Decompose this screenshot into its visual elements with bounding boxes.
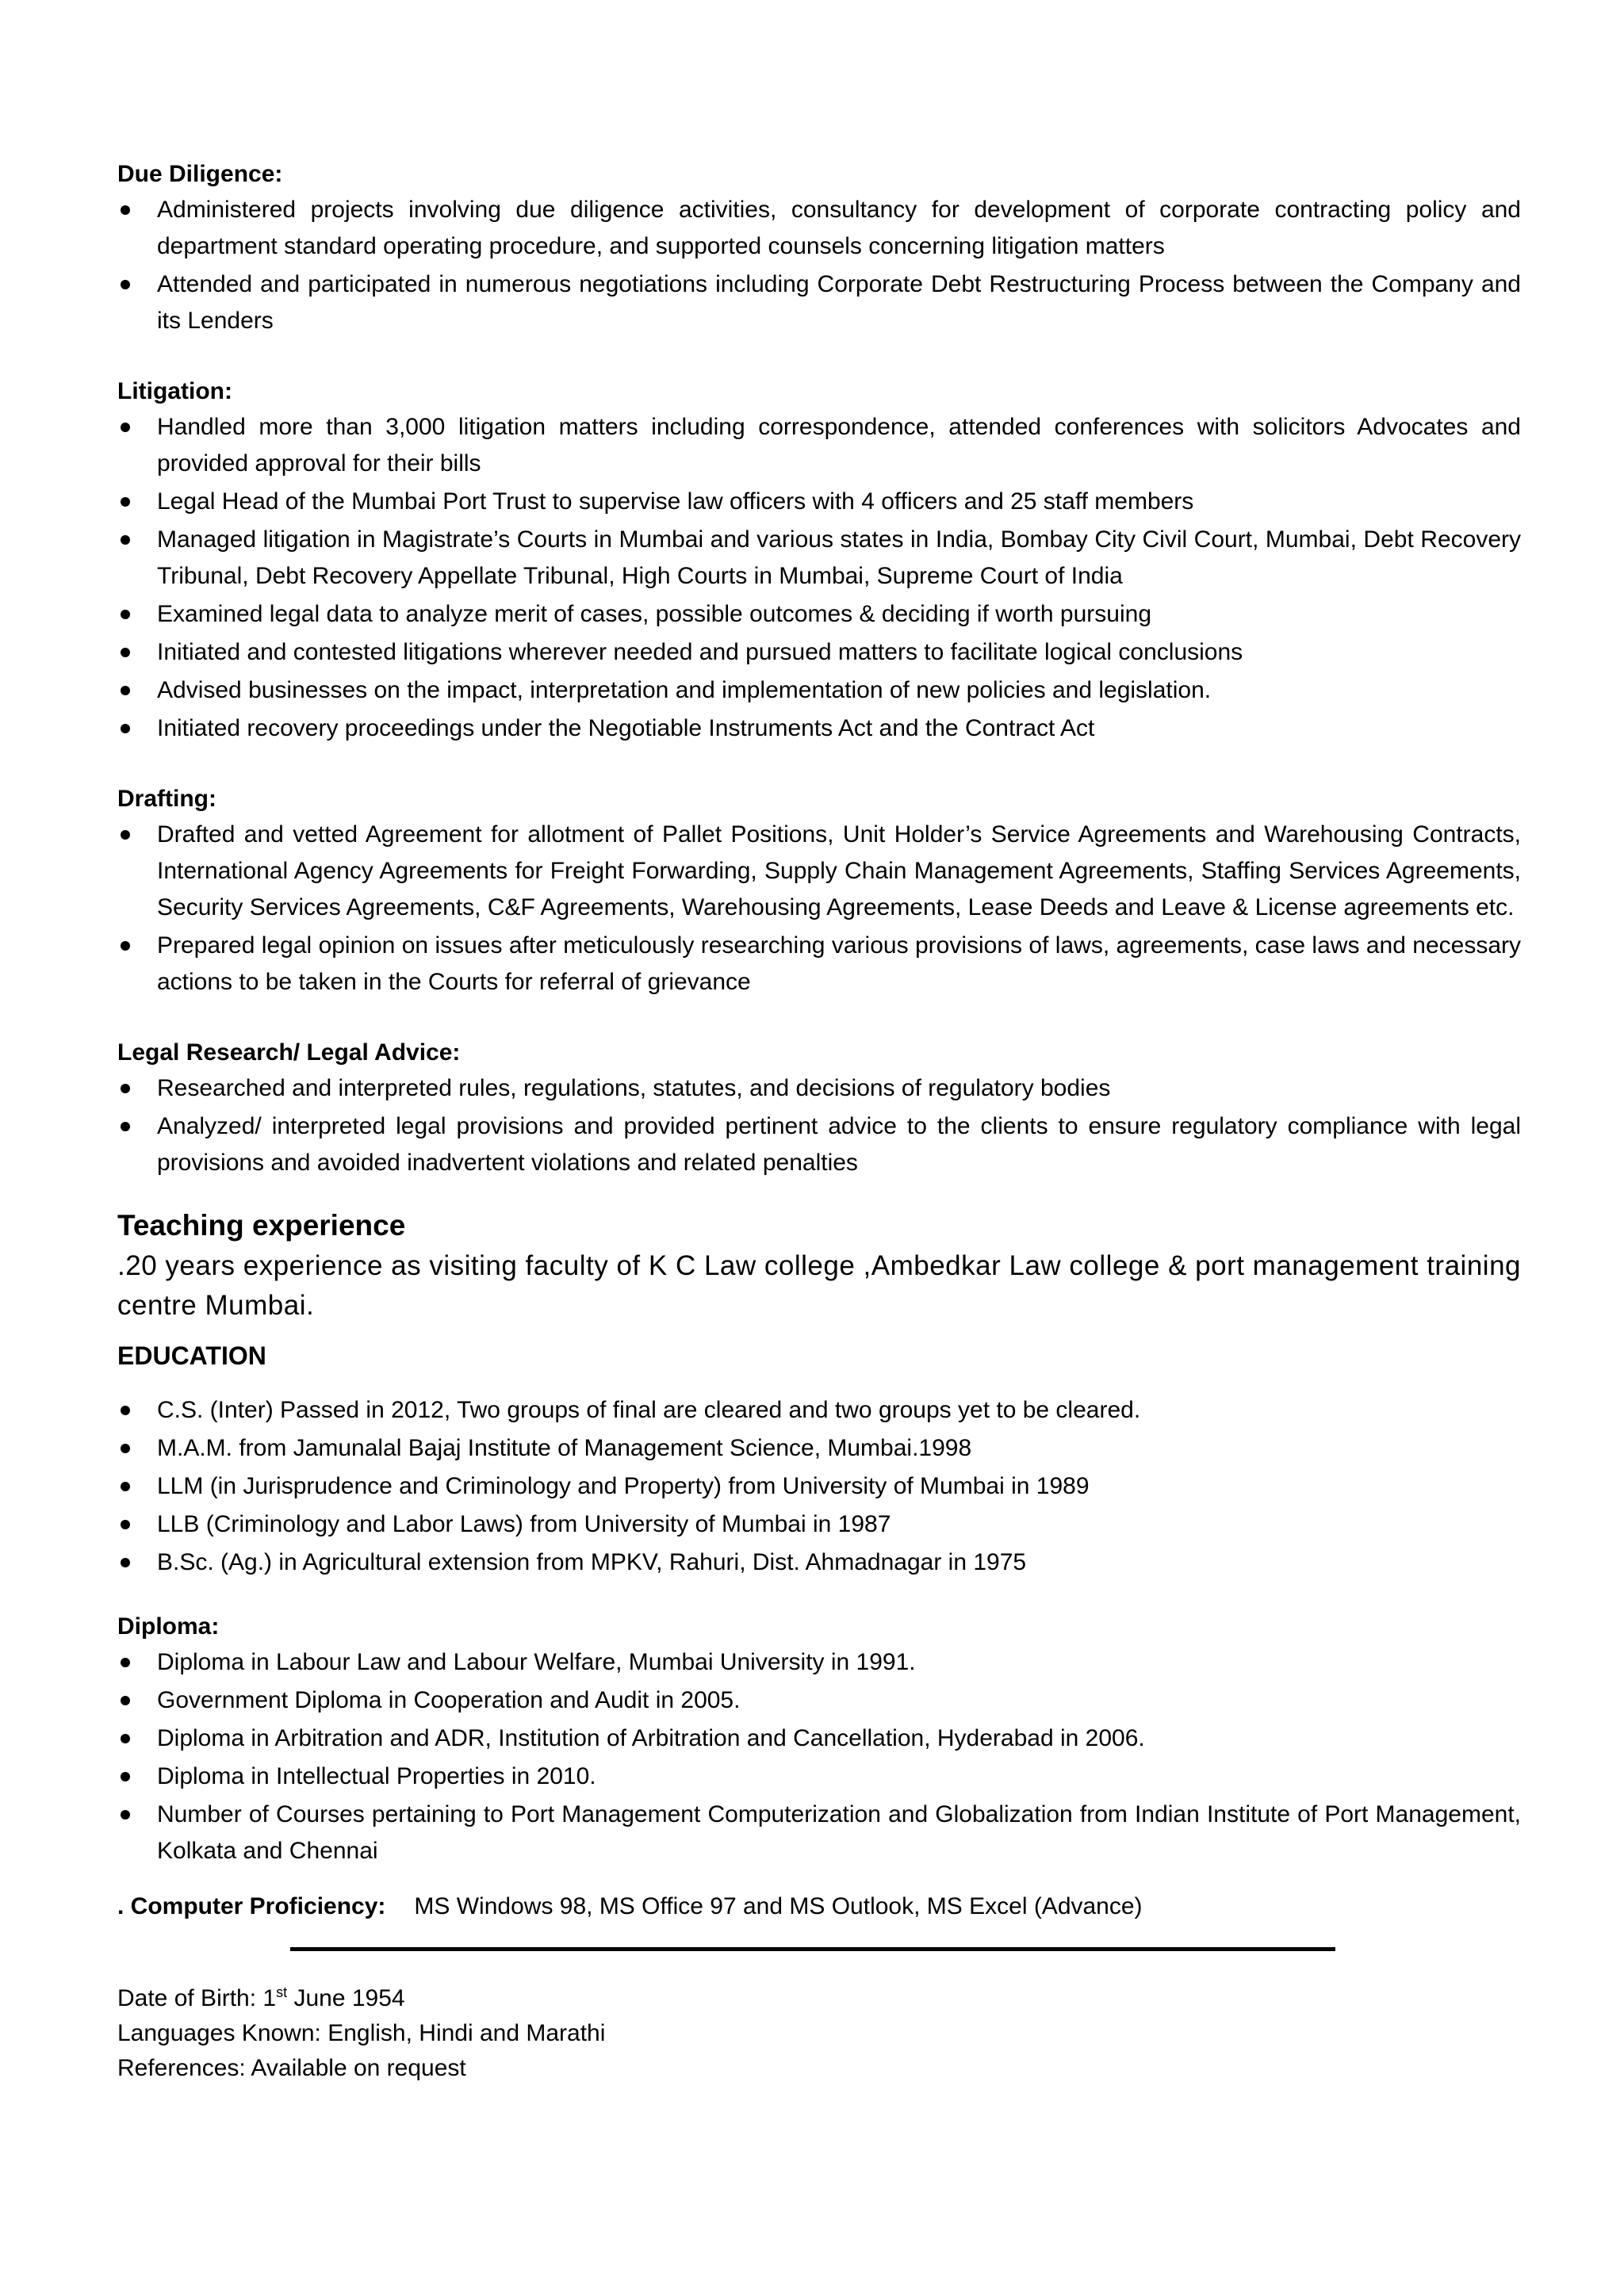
list-item: Drafted and vetted Agreement for allotment of Pallet Positions, Unit Holder’s Service Agreements and Warehousing Contracts, International Agency Agreements for Freight Forwarding, Supply Chain Management Agreements, Staffing Services Agreements, Security Services Agreements, C&F Agreements, Warehousing Agreements, Lease Deeds and Leave & License agreements etc. xyxy=(117,817,1521,926)
list-item: Initiated recovery proceedings under the Negotiable Instruments Act and the Contract Act xyxy=(117,710,1521,747)
list-item: M.A.M. from Jamunalal Bajaj Institute of Management Science, Mumbai.1998 xyxy=(117,1430,1521,1467)
section-heading: Legal Research/ Legal Advice: xyxy=(117,1039,461,1066)
list-item: Diploma in Intellectual Properties in 2010. xyxy=(117,1758,1521,1795)
list-item: C.S. (Inter) Passed in 2012, Two groups of final are cleared and two groups yet to be cleared. xyxy=(117,1392,1521,1429)
due-diligence-section xyxy=(117,157,1521,339)
drafting-section xyxy=(117,782,1521,1001)
date-of-birth xyxy=(117,1981,1521,2016)
section-heading: EDUCATION xyxy=(117,1341,266,1370)
bullet-list xyxy=(117,1070,1521,1181)
teaching-text: .20 years experience as visiting faculty of K C Law college ,Ambedkar Law college & port management training centre Mumbai. xyxy=(117,1250,1521,1321)
list-item: B.Sc. (Ag.) in Agricultural extension from MPKV, Rahuri, Dist. Ahmadnagar in 1975 xyxy=(117,1544,1521,1581)
diploma-section xyxy=(117,1609,1521,1869)
list-item: Number of Courses pertaining to Port Management Computerization and Globalization from Indian Institute of Port Management, Kolkata and Chennai xyxy=(117,1797,1521,1869)
list-item: LLM (in Jurisprudence and Criminology and Property) from University of Mumbai in 1989 xyxy=(117,1468,1521,1505)
bullet-list xyxy=(117,1392,1521,1581)
legal-research-section xyxy=(117,1035,1521,1181)
references: References: Available on request xyxy=(117,2055,466,2081)
list-item: Diploma in Arbitration and ADR, Institution of Arbitration and Cancellation, Hyderabad in 2006. xyxy=(117,1720,1521,1757)
horizontal-divider xyxy=(290,1947,1335,1951)
bullet-list xyxy=(117,817,1521,1001)
section-heading: Teaching experience xyxy=(117,1209,406,1242)
section-heading: Drafting: xyxy=(117,786,216,812)
languages-known: Languages Known: English, Hindi and Marathi xyxy=(117,2020,606,2046)
list-item: Advised businesses on the impact, interpretation and implementation of new policies and legislation. xyxy=(117,672,1521,709)
bullet-list xyxy=(117,1644,1521,1869)
list-item: Managed litigation in Magistrate’s Courts in Mumbai and various states in India, Bombay City Civil Court, Mumbai, Debt Recovery Tribunal, Debt Recovery Appellate Tribunal, High Courts in Mumbai, Supreme Court of India xyxy=(117,522,1521,595)
list-item: LLB (Criminology and Labor Laws) from University of Mumbai in 1987 xyxy=(117,1506,1521,1543)
list-item: Government Diploma in Cooperation and Audit in 2005. xyxy=(117,1682,1521,1719)
list-item: Researched and interpreted rules, regulations, statutes, and decisions of regulatory bodies xyxy=(117,1070,1521,1107)
list-item: Examined legal data to analyze merit of cases, possible outcomes & deciding if worth pursuing xyxy=(117,596,1521,633)
list-item: Prepared legal opinion on issues after meticulously researching various provisions of laws, agreements, case laws and necessary actions to be taken in the Courts for referral of grievance xyxy=(117,928,1521,1001)
list-item: Diploma in Labour Law and Labour Welfare, Mumbai University in 1991. xyxy=(117,1644,1521,1681)
list-item: Legal Head of the Mumbai Port Trust to supervise law officers with 4 officers and 25 staff members xyxy=(117,484,1521,520)
personal-info xyxy=(117,1981,1521,2086)
dob-superscript: st xyxy=(276,1984,288,2000)
section-heading: Due Diligence: xyxy=(117,161,283,187)
dob-suffix: June 1954 xyxy=(287,1985,405,2011)
list-item: Administered projects involving due diligence activities, consultancy for development of corporate contracting policy and department standard operating procedure, and supported counsels concerning litigation matters xyxy=(117,192,1521,265)
litigation-section xyxy=(117,374,1521,747)
computer-proficiency-label: . Computer Proficiency: xyxy=(117,1893,386,1919)
computer-proficiency-value: MS Windows 98, MS Office 97 and MS Outlook, MS Excel (Advance) xyxy=(414,1893,1143,1919)
list-item: Analyzed/ interpreted legal provisions and provided pertinent advice to the clients to ensure regulatory compliance with legal provisions and avoided inadvertent violations and related penalties xyxy=(117,1108,1521,1181)
list-item: Attended and participated in numerous negotiations including Corporate Debt Restructuring Process between the Company and its Lenders xyxy=(117,266,1521,339)
bullet-list xyxy=(117,409,1521,747)
section-heading: Diploma: xyxy=(117,1613,220,1640)
list-item: Handled more than 3,000 litigation matters including correspondence, attended conferences with solicitors Advocates and provided approval for their bills xyxy=(117,409,1521,482)
bullet-list xyxy=(117,192,1521,339)
education-section xyxy=(117,1335,1521,1581)
list-item: Initiated and contested litigations wherever needed and pursued matters to facilitate logical conclusions xyxy=(117,634,1521,671)
teaching-section xyxy=(117,1205,1521,1326)
section-heading: Litigation: xyxy=(117,378,232,404)
dob-prefix: Date of Birth: 1 xyxy=(117,1985,277,2011)
computer-proficiency xyxy=(117,1888,1521,1925)
